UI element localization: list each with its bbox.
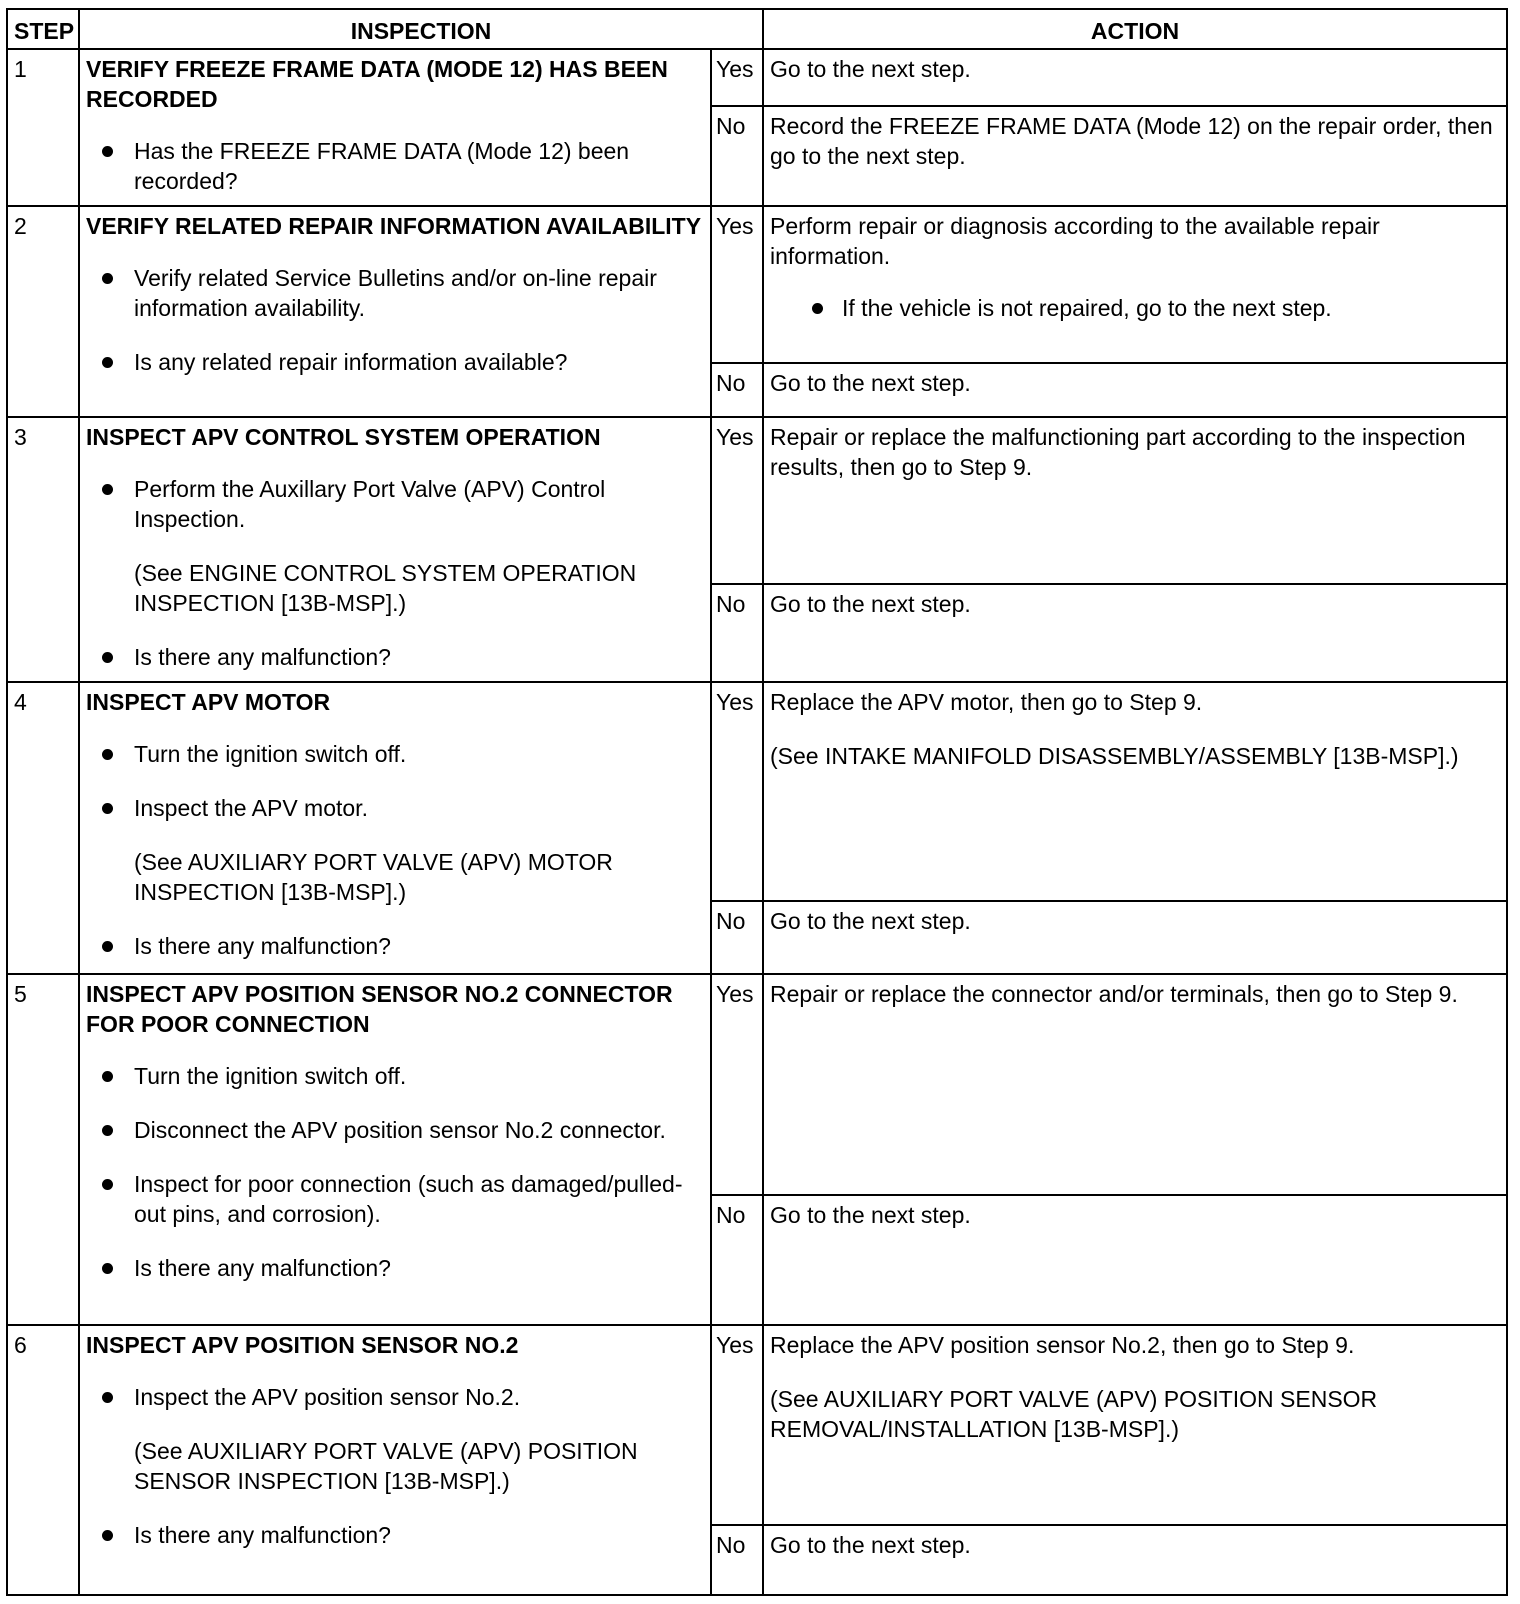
inspection-bullets	[86, 1382, 704, 1550]
header-action: ACTION	[763, 9, 1507, 49]
step-5-yes-row	[7, 974, 1507, 1195]
reference-note: (See ENGINE CONTROL SYSTEM OPERATION INSPECTION [13B-MSP].)	[134, 559, 637, 616]
bullet-text: Inspect the APV motor.	[134, 795, 368, 822]
diagnostic-procedure-table	[6, 8, 1508, 1596]
yes-label: Yes	[711, 417, 763, 584]
step-4-yes-row	[7, 682, 1507, 901]
list-item: Disconnect the APV position sensor No.2 connector.	[134, 1115, 704, 1145]
reference-note: (See INTAKE MANIFOLD DISASSEMBLY/ASSEMBLY [13B-MSP].)	[770, 743, 1459, 770]
no-label: No	[711, 901, 763, 975]
no-label: No	[711, 584, 763, 682]
yes-action-cell	[763, 682, 1507, 901]
yes-action: Replace the APV motor, then go to Step 9.	[770, 689, 1203, 716]
no-label: No	[711, 363, 763, 416]
no-action: Record the FREEZE FRAME DATA (Mode 12) on the repair order, then go to the next step.	[763, 106, 1507, 206]
yes-action-cell	[763, 206, 1507, 363]
yes-label: Yes	[711, 1325, 763, 1525]
step-number: 5	[7, 974, 79, 1325]
list-item: If the vehicle is not repaired, go to the next step.	[842, 293, 1500, 323]
inspection-cell	[79, 417, 711, 682]
step-6-yes-row	[7, 1325, 1507, 1525]
yes-label: Yes	[711, 206, 763, 363]
step-2-yes-row	[7, 206, 1507, 363]
no-label: No	[711, 1525, 763, 1595]
step-3-yes-row	[7, 417, 1507, 584]
list-item: Inspect for poor connection (such as damaged/pulled-out pins, and corrosion).	[134, 1169, 704, 1229]
no-action: Go to the next step.	[763, 584, 1507, 682]
list-item	[134, 793, 704, 907]
no-action: Go to the next step.	[763, 901, 1507, 975]
yes-label: Yes	[711, 49, 763, 106]
yes-action: Repair or replace the connector and/or terminals, then go to Step 9.	[763, 974, 1507, 1195]
no-label: No	[711, 1195, 763, 1326]
step-title: INSPECT APV MOTOR	[86, 689, 331, 716]
list-item: Is any related repair information available?	[134, 347, 704, 377]
inspection-bullets	[86, 1061, 704, 1283]
reference-note: (See AUXILIARY PORT VALVE (APV) MOTOR INSPECTION [13B-MSP].)	[134, 849, 613, 906]
yes-action: Perform repair or diagnosis according to the available repair information.	[770, 213, 1380, 270]
list-item: Turn the ignition switch off.	[134, 1061, 704, 1091]
list-item: Is there any malfunction?	[134, 1253, 704, 1283]
yes-action: Go to the next step.	[763, 49, 1507, 106]
step-number: 2	[7, 206, 79, 416]
step-1-yes-row	[7, 49, 1507, 106]
inspection-bullets	[86, 739, 704, 961]
step-title: VERIFY FREEZE FRAME DATA (MODE 12) HAS BEEN RECORDED	[86, 56, 668, 112]
inspection-bullets	[86, 474, 704, 672]
list-item: Is there any malfunction?	[134, 1520, 704, 1550]
list-item: Turn the ignition switch off.	[134, 739, 704, 769]
inspection-cell	[79, 206, 711, 416]
inspection-bullets	[86, 136, 704, 196]
no-action: Go to the next step.	[763, 363, 1507, 416]
list-item: Is there any malfunction?	[134, 642, 704, 672]
action-bullets	[770, 293, 1500, 323]
step-title: VERIFY RELATED REPAIR INFORMATION AVAILABILITY	[86, 213, 702, 240]
yes-action-cell	[763, 1325, 1507, 1525]
yes-label: Yes	[711, 682, 763, 901]
step-number: 4	[7, 682, 79, 974]
step-title: INSPECT APV POSITION SENSOR NO.2 CONNECTOR FOR POOR CONNECTION	[86, 981, 673, 1038]
reference-note: (See AUXILIARY PORT VALVE (APV) POSITION SENSOR INSPECTION [13B-MSP].)	[134, 1438, 638, 1495]
step-title: INSPECT APV POSITION SENSOR NO.2	[86, 1332, 519, 1359]
no-action: Go to the next step.	[763, 1195, 1507, 1326]
inspection-cell	[79, 974, 711, 1325]
no-action: Go to the next step.	[763, 1525, 1507, 1595]
list-item	[134, 474, 704, 618]
step-number: 3	[7, 417, 79, 682]
step-number: 6	[7, 1325, 79, 1595]
yes-label: Yes	[711, 974, 763, 1195]
inspection-cell	[79, 682, 711, 974]
list-item: Verify related Service Bulletins and/or on-line repair information availability.	[134, 263, 704, 323]
header-step: STEP	[7, 9, 79, 49]
list-item: Is there any malfunction?	[134, 931, 704, 961]
inspection-cell	[79, 49, 711, 206]
reference-note: (See AUXILIARY PORT VALVE (APV) POSITION SENSOR REMOVAL/INSTALLATION [13B-MSP].)	[770, 1386, 1378, 1443]
list-item	[134, 1382, 704, 1496]
list-item: Has the FREEZE FRAME DATA (Mode 12) been recorded?	[134, 136, 704, 196]
yes-action: Replace the APV position sensor No.2, then go to Step 9.	[770, 1332, 1355, 1359]
bullet-text: Perform the Auxillary Port Valve (APV) Control Inspection.	[134, 475, 606, 532]
step-title: INSPECT APV CONTROL SYSTEM OPERATION	[86, 423, 601, 450]
yes-action: Repair or replace the malfunctioning part according to the inspection results, then go to Step 9.	[763, 417, 1507, 584]
step-number: 1	[7, 49, 79, 206]
header-inspection: INSPECTION	[79, 9, 763, 49]
bullet-text: Inspect the APV position sensor No.2.	[134, 1384, 521, 1411]
inspection-cell	[79, 1325, 711, 1595]
table-header-row	[7, 9, 1507, 49]
no-label: No	[711, 106, 763, 206]
inspection-bullets	[86, 263, 704, 377]
